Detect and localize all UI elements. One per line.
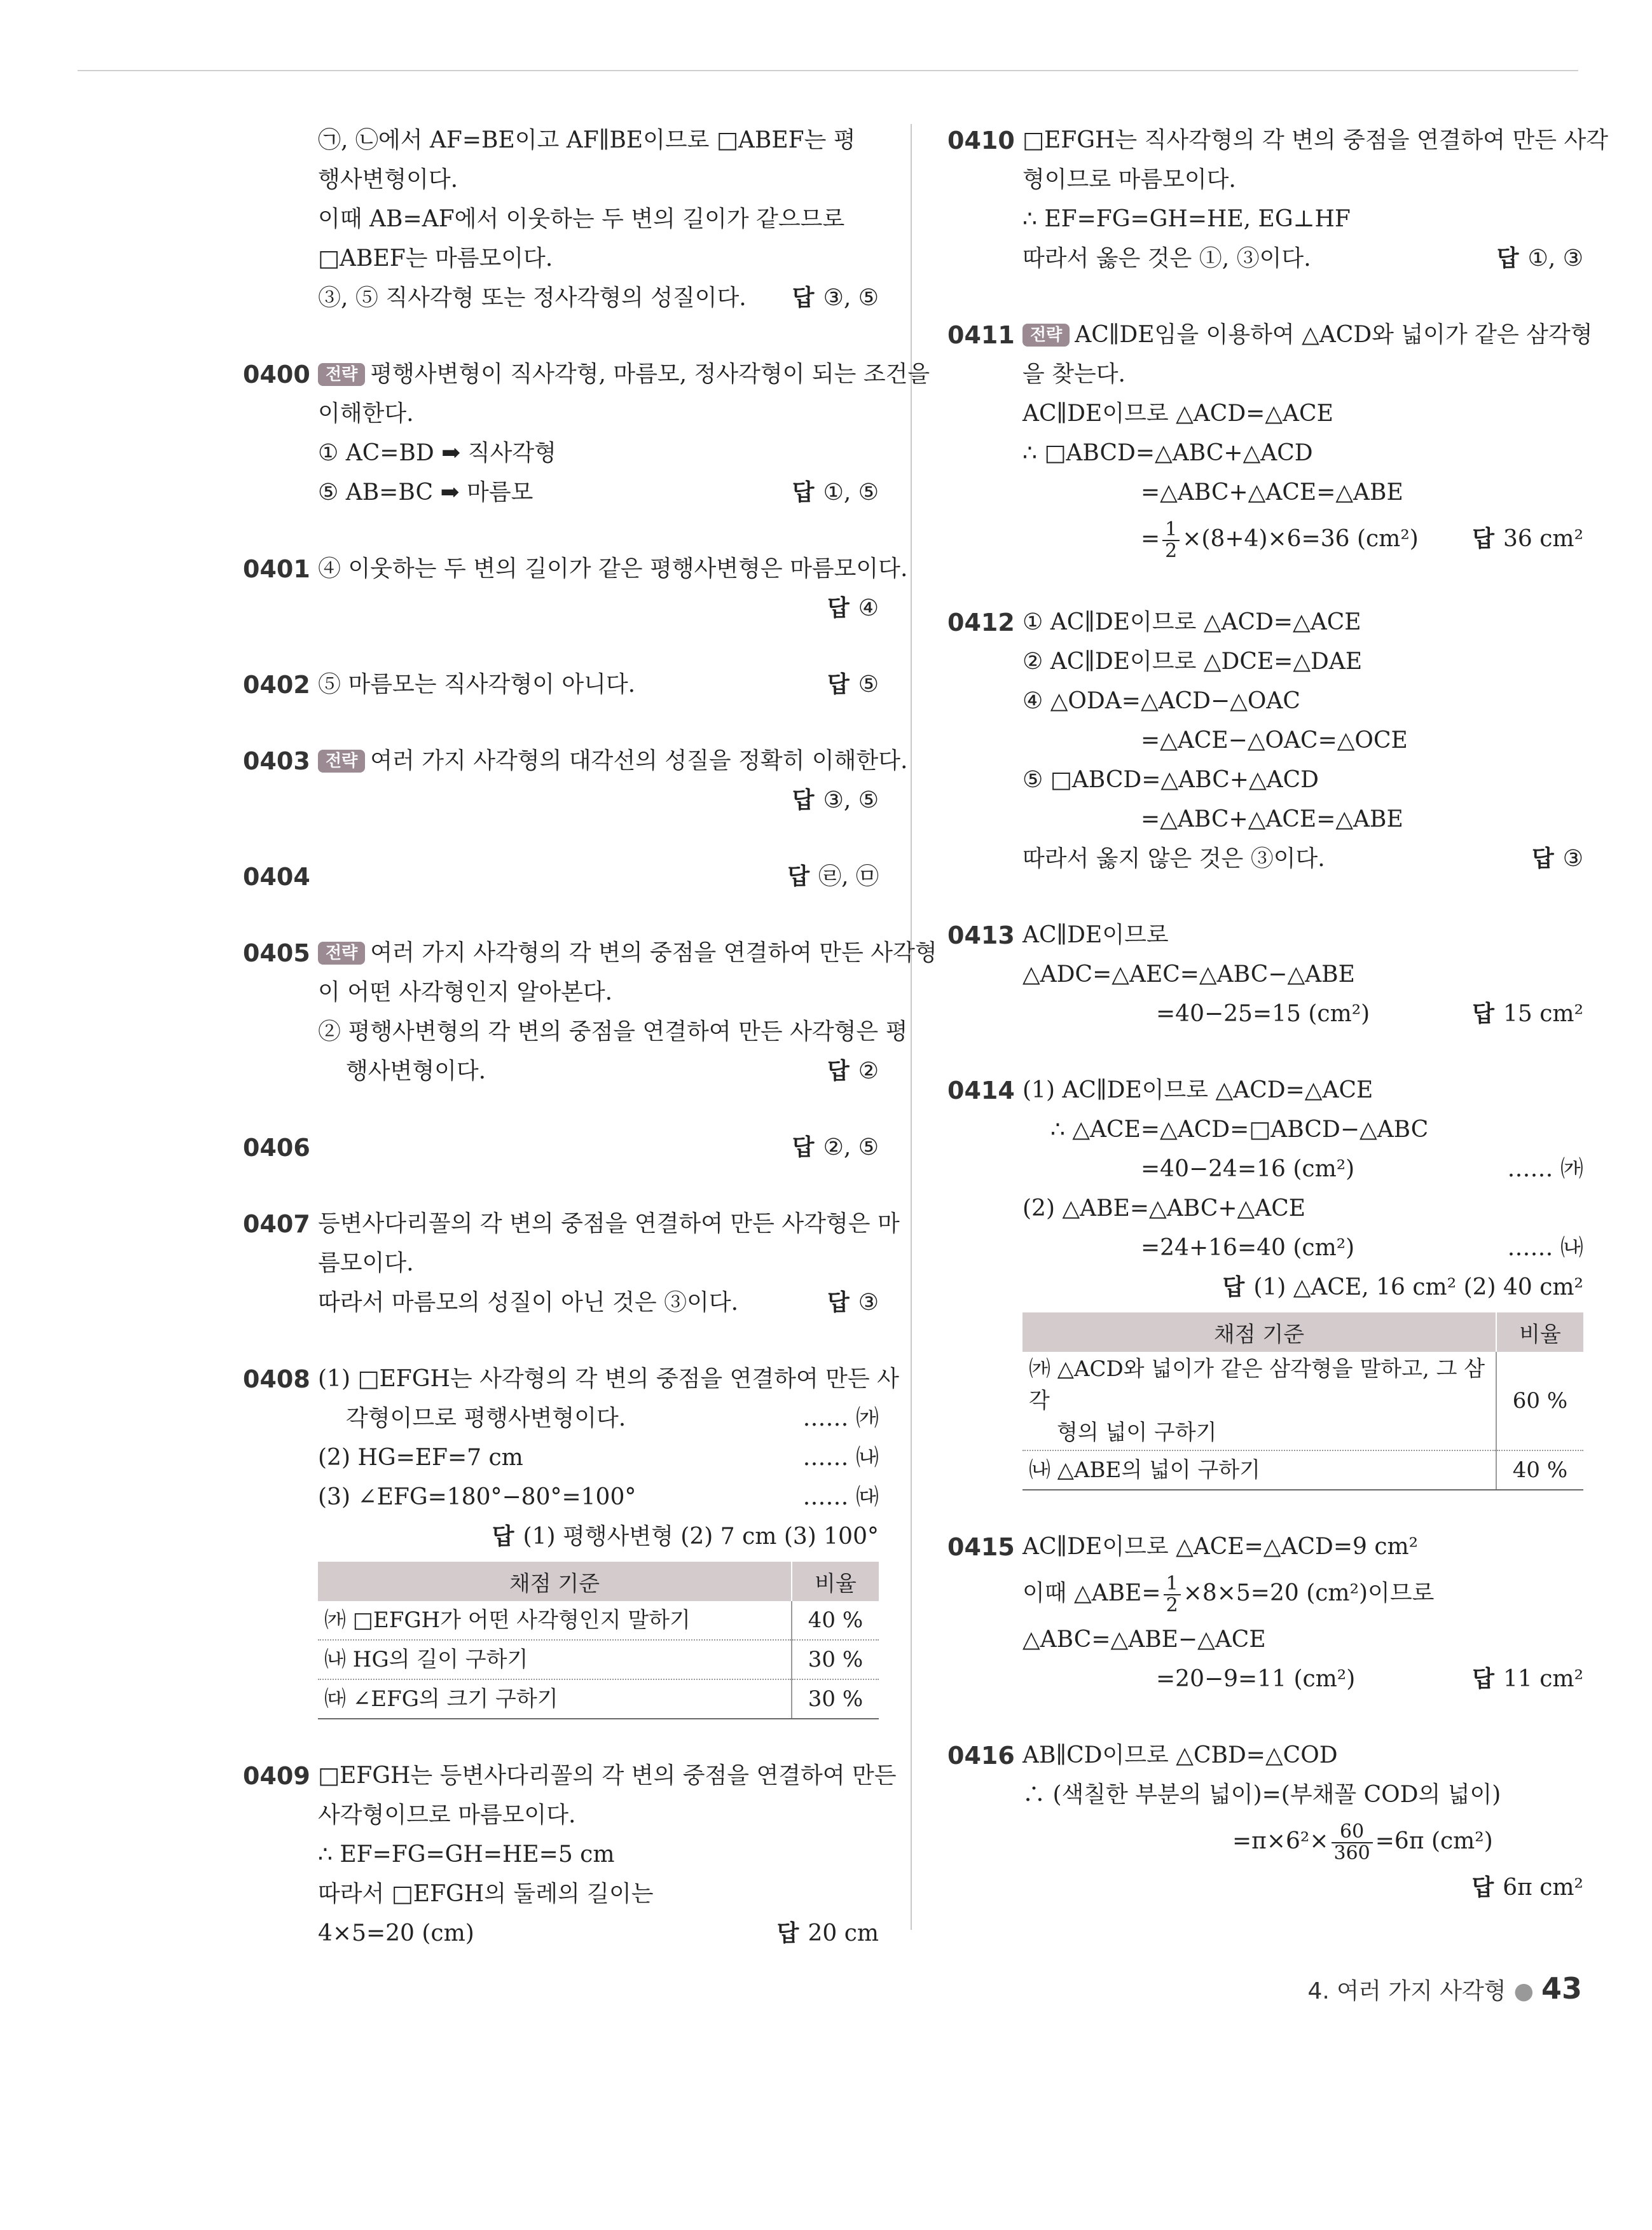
text-line: ∴ EF=FG=GH=HE, EG⊥HF (1022, 206, 1351, 232)
problem-number: 0416 (947, 1742, 1015, 1770)
grading-header-ratio: 비율 (792, 1562, 879, 1601)
problem-0416 (947, 1736, 1583, 1908)
problem-0413 (947, 916, 1583, 1034)
left-column (243, 121, 937, 1990)
text-line: (3) ∠EFG=180°−80°=100° …… ㈐ (318, 1478, 879, 1517)
text-line: ∴ (색칠한 부분의 넓이)=(부채꼴 COD의 넓이) (1022, 1782, 1501, 1808)
text-line: =△ACE−△OAC=△OCE (1141, 727, 1408, 754)
text-line: 름모이다. (318, 1250, 414, 1276)
fraction: $\frac{1}{2}$ (1164, 1574, 1181, 1616)
separator-dot: ● (1513, 1978, 1534, 2004)
problem-number: 0411 (947, 321, 1015, 349)
text-line: =π×6²× $\frac{60}{360}$ =6π (cm²) (1232, 1820, 1493, 1864)
problem-0406 (243, 1128, 879, 1167)
text-line: (2) △ABE=△ABC+△ACE (1022, 1195, 1306, 1222)
problem-0405 (243, 933, 937, 1091)
text-line: 따라서 옳은 것은 ①, ③이다. 답 ①, ③ (1022, 239, 1583, 279)
problem-number: 0407 (243, 1210, 310, 1238)
problem-number: 0410 (947, 127, 1015, 155)
page-number: 43 (1541, 1971, 1582, 2006)
answer: 답 ㉣, ㉤ (787, 864, 879, 890)
table-row: ㈏ △ABE의 넓이 구하기 40 % (1022, 1450, 1583, 1490)
text-line: (2) HG=EF=7 cm …… ㈏ (318, 1438, 879, 1478)
text-line: 이때 AB=AF에서 이웃하는 두 변의 길이가 같으므로 (318, 206, 845, 232)
problem-number: 0408 (243, 1365, 310, 1393)
answer: 답 ③ (1531, 846, 1583, 872)
text-line: =20−9=11 (cm²) 답 11 cm² (1022, 1660, 1583, 1699)
text-line: 전략 AC∥DE임을 이용하여 △ACD와 넓이가 같은 삼각형 (1022, 315, 1583, 355)
text-line: ② 평행사변형의 각 변의 중점을 연결하여 만든 사각형은 평 (318, 1019, 908, 1045)
problem-number: 0415 (947, 1533, 1015, 1561)
fraction: $\frac{1}{2}$ (1162, 520, 1180, 561)
problem-0408 (243, 1359, 899, 1719)
text-line: 행사변형이다. 답 ② (318, 1052, 879, 1091)
strategy-tag: 전략 (1022, 324, 1070, 347)
grading-table (318, 1562, 879, 1719)
text-line: AC∥DE이므로 △ACE=△ACD=9 cm² (1022, 1534, 1419, 1560)
problem-0400 (243, 355, 930, 513)
problem-0415 (947, 1527, 1583, 1699)
grading-header-criteria: 채점 기준 (1022, 1312, 1496, 1352)
text-line: △ABC=△ABE−△ACE (1022, 1627, 1266, 1653)
problem-0401 (243, 549, 908, 628)
problem-number: 0413 (947, 921, 1015, 949)
text-line: ④ 이웃하는 두 변의 길이가 같은 평행사변형은 마름모이다. (318, 556, 908, 582)
step-marker: …… ㈐ (802, 1484, 879, 1510)
text-line: 따라서 □EFGH의 둘레의 길이는 (318, 1881, 654, 1907)
problem-0409 (243, 1756, 897, 1953)
text-line: AB∥CD이므로 △CBD=△COD (1022, 1742, 1338, 1768)
problem-0414 (947, 1071, 1583, 1490)
text-line: ⑤ □ABCD=△ABC+△ACD (1022, 767, 1319, 793)
problem-number: 0405 (243, 939, 310, 967)
text-line: =24+16=40 (cm²) …… ㈏ (1022, 1229, 1583, 1268)
text-line: 4×5=20 (cm) 답 20 cm (318, 1914, 879, 1953)
problem-number: 0406 (243, 1134, 310, 1162)
text-line: (1) □EFGH는 사각형의 각 변의 중점을 연결하여 만든 사 (318, 1366, 899, 1392)
page-footer (1307, 1971, 1582, 2006)
answer: 답 ② (827, 1058, 879, 1084)
text-line: = $\frac{1}{2}$ ×(8+4)×6=36 (cm²) 답 36 cm² (1022, 513, 1583, 566)
text-line: 사각형이므로 마름모이다. (318, 1802, 576, 1828)
problem-number: 0404 (243, 863, 310, 891)
text-line: □ABEF는 마름모이다. (318, 245, 553, 272)
strategy-tag: 전략 (318, 363, 365, 386)
problem-0404 (243, 857, 879, 897)
problem-number: 0400 (243, 361, 310, 389)
text-line: ㉠, ㉡에서 AF=BE이고 AF∥BE이므로 □ABEF는 평 (318, 127, 856, 153)
problem-number: 0402 (243, 671, 310, 699)
answer: 답 ①, ③ (1496, 245, 1583, 272)
text-line: △ADC=△AEC=△ABC−△ABE (1022, 961, 1355, 988)
text-line: ① AC∥DE이므로 △ACD=△ACE (1022, 609, 1361, 635)
step-marker: …… ㈎ (802, 1405, 879, 1431)
right-column (947, 121, 1609, 1944)
text-line: AC∥DE이므로 △ACD=△ACE (1022, 401, 1333, 427)
text-line: ⑤ AB=BC ➡ 마름모 답 ①, ⑤ (318, 473, 879, 513)
text-line: ∴ △ACE=△ACD=□ABCD−△ABC (1050, 1117, 1429, 1143)
problem-number: 0401 (243, 555, 310, 583)
text-line: □EFGH는 직사각형의 각 변의 중점을 연결하여 만든 사각 (1022, 127, 1609, 153)
strategy-tag: 전략 (318, 750, 365, 773)
text-line: =40−25=15 (cm²) 답 15 cm² (1022, 995, 1583, 1034)
answer: 답 ④ (827, 595, 879, 621)
answer: 답 ①, ⑤ (792, 479, 879, 506)
problem-0407 (243, 1204, 900, 1323)
chapter-title: 4. 여러 가지 사각형 (1307, 1978, 1506, 2004)
strategy-tag: 전략 (318, 942, 365, 965)
answer: 답 (1) △ACE, 16 cm² (2) 40 cm² (1222, 1274, 1583, 1300)
problem-0411 (947, 315, 1593, 566)
fraction: $\frac{60}{360}$ (1332, 1822, 1373, 1864)
text-line: 을 찾는다. (1022, 361, 1125, 387)
step-marker: …… ㈏ (1507, 1235, 1583, 1261)
text-line: 각형이므로 평행사변형이다. …… ㈎ (318, 1399, 879, 1438)
answer: 답 20 cm (776, 1920, 879, 1946)
text-line: (1) AC∥DE이므로 △ACD=△ACE (1022, 1077, 1373, 1103)
text-line: ∴ □ABCD=△ABC+△ACD (1022, 440, 1313, 466)
grading-header-ratio: 비율 (1496, 1312, 1583, 1352)
top-rule (78, 70, 1578, 71)
problem-0412 (947, 603, 1583, 879)
problem-0410 (947, 121, 1609, 279)
problem-number: 0409 (243, 1762, 310, 1790)
problem-0399-continued (243, 121, 879, 318)
problem-0403 (243, 741, 908, 820)
text-line: 전략 여러 가지 사각형의 대각선의 성질을 정확히 이해한다. (318, 741, 879, 781)
table-row: ㈎ □EFGH가 어떤 사각형인지 말하기 40 % (318, 1601, 879, 1640)
text-line: =40−24=16 (cm²) …… ㈎ (1022, 1150, 1583, 1189)
text-line: ② AC∥DE이므로 △DCE=△DAE (1022, 649, 1363, 675)
table-row: ㈐ ∠EFG의 크기 구하기 30 % (318, 1679, 879, 1719)
answer: 답 ⑤ (827, 671, 879, 698)
text-line: =△ABC+△ACE=△ABE (1141, 479, 1403, 506)
text-line: 이때 △ABE= $\frac{1}{2}$ ×8×5=20 (cm²)이므로 (1022, 1573, 1435, 1616)
table-row: ㈏ HG의 길이 구하기 30 % (318, 1640, 879, 1679)
text-line: 전략 평행사변형이 직사각형, 마름모, 정사각형이 되는 조건을 (318, 355, 879, 394)
answer: 답 11 cm² (1472, 1666, 1583, 1692)
answer: 답 (1) 평행사변형 (2) 7 cm (3) 100° (492, 1524, 879, 1550)
text-line: =△ABC+△ACE=△ABE (1141, 806, 1403, 832)
answer: 답 ②, ⑤ (792, 1134, 879, 1160)
step-marker: …… ㈏ (802, 1445, 879, 1471)
problem-number: 0412 (947, 609, 1015, 637)
step-marker: …… ㈎ (1507, 1156, 1583, 1182)
text-line: 행사변형이다. (318, 167, 458, 193)
answer: 답 ③ (827, 1290, 879, 1316)
answer: 답 6π cm² (1471, 1875, 1583, 1901)
grading-table (1022, 1312, 1583, 1490)
problem-number: 0414 (947, 1077, 1015, 1105)
answer: 답 ③, ⑤ (792, 787, 879, 813)
text-line: ∴ EF=FG=GH=HE=5 cm (318, 1841, 615, 1868)
answer: 답 ③, ⑤ (792, 285, 879, 311)
text-line: 따라서 옳지 않은 것은 ③이다. 답 ③ (1022, 839, 1583, 879)
text-line: 전략 여러 가지 사각형의 각 변의 중점을 연결하여 만든 사각형 (318, 933, 879, 973)
column-divider (911, 124, 912, 1930)
text-line: 등변사다리꼴의 각 변의 중점을 연결하여 만든 사각형은 마 (318, 1211, 900, 1237)
answer: 답 15 cm² (1472, 1001, 1583, 1027)
text-line: ⑤ 마름모는 직사각형이 아니다. 답 ⑤ (318, 665, 879, 705)
answer: 답 36 cm² (1472, 526, 1583, 552)
text-line: AC∥DE이므로 (1022, 922, 1169, 948)
text-line: 따라서 마름모의 성질이 아닌 것은 ③이다. 답 ③ (318, 1283, 879, 1323)
text-line: 이해한다. (318, 401, 414, 427)
table-row: ㈎ △ACD와 넓이가 같은 삼각형을 말하고, 그 삼각 형의 넓이 구하기 60 % (1022, 1352, 1583, 1450)
text-line: ④ △ODA=△ACD−△OAC (1022, 688, 1300, 714)
problem-number: 0403 (243, 747, 310, 775)
grading-header-criteria: 채점 기준 (318, 1562, 792, 1601)
problem-0402 (243, 665, 879, 705)
text-line: 형이므로 마름모이다. (1022, 167, 1236, 193)
text-line: ③, ⑤ 직사각형 또는 정사각형의 성질이다. 답 ③, ⑤ (318, 279, 879, 318)
text-line: 이 어떤 사각형인지 알아본다. (318, 979, 613, 1005)
text-line: □EFGH는 등변사다리꼴의 각 변의 중점을 연결하여 만든 (318, 1763, 897, 1789)
text-line: ① AC=BD ➡ 직사각형 (318, 440, 556, 466)
